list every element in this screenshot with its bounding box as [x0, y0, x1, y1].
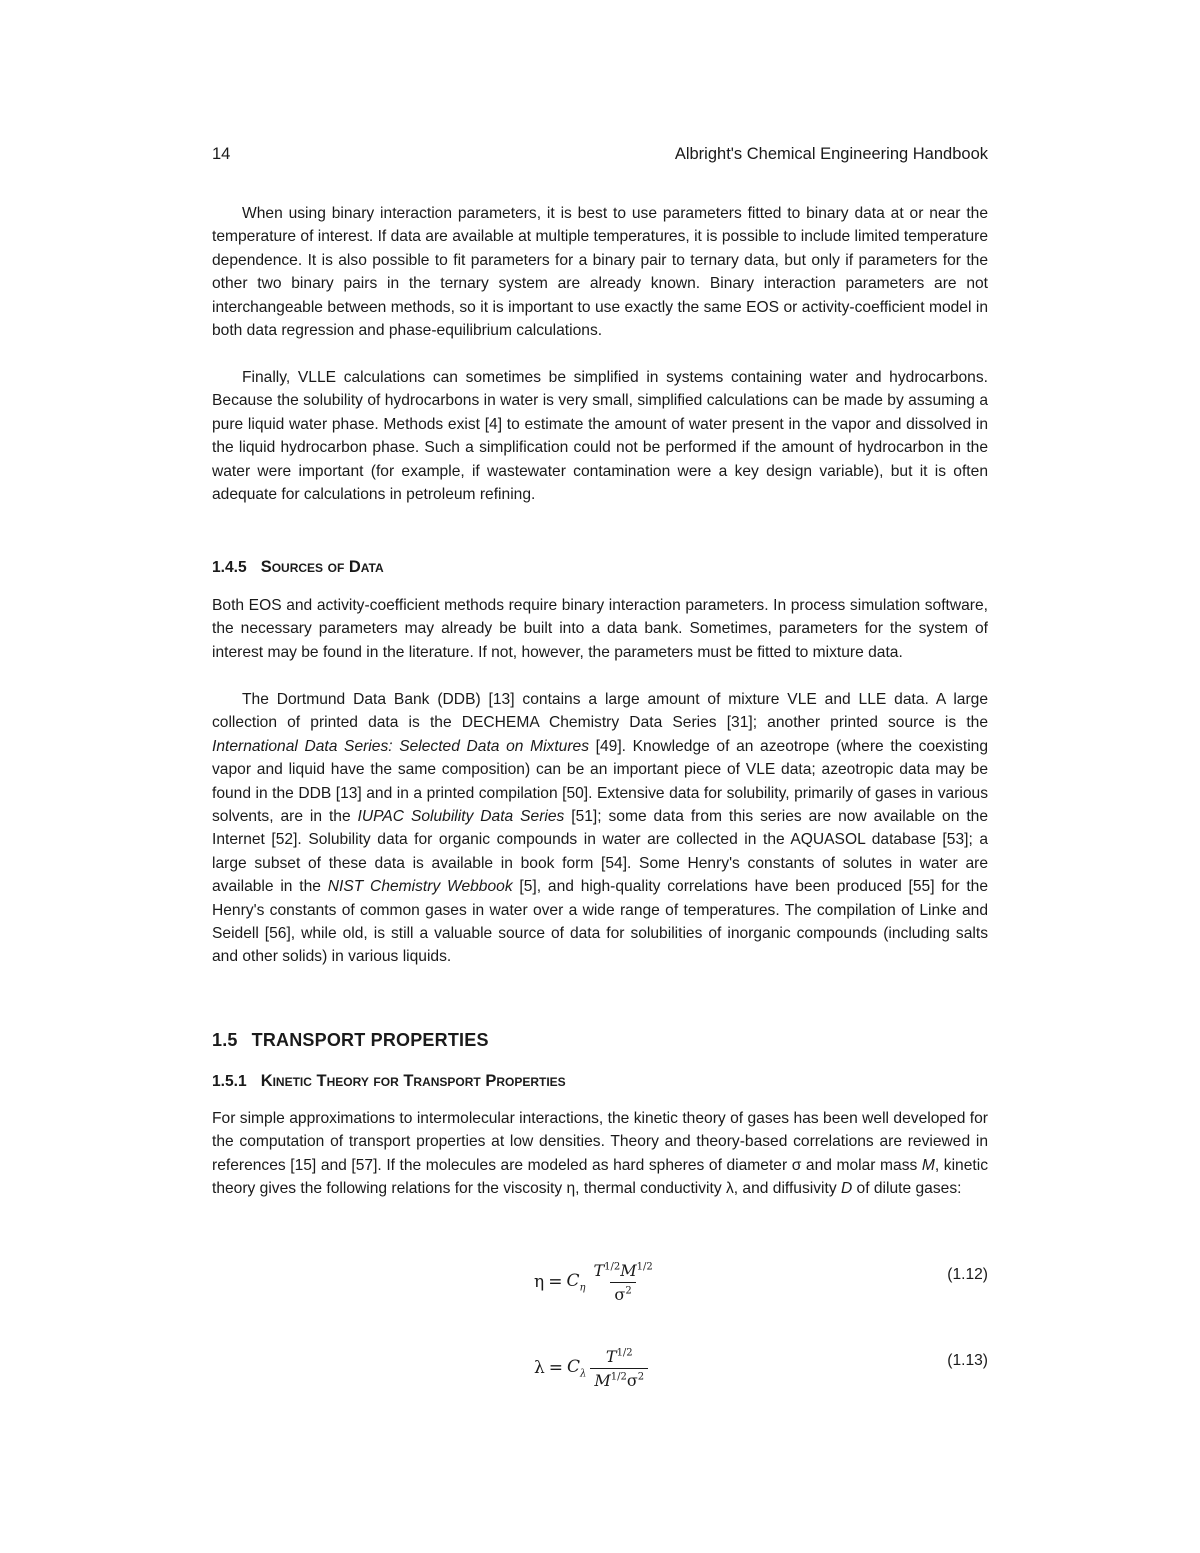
- eq-sigma: σ: [626, 1370, 638, 1390]
- section-number: 1.4.5: [212, 559, 247, 576]
- eq-numerator: [602, 1347, 637, 1368]
- section-heading-kinetic-theory: [212, 1070, 566, 1093]
- page-number: 14: [212, 145, 231, 163]
- eq-coef-sub: λ: [580, 1368, 587, 1380]
- section-title: Kinetic Theory for Transport Properties: [260, 1072, 566, 1090]
- text-run: The Dortmund Data Bank (DDB) [13] contains a large amount of mixture VLE and LLE data. A large collection of printed data is the DECHEMA Chemistry Data Series [31]; another printed source is the: [212, 691, 988, 732]
- eq-equals: =: [548, 1358, 564, 1378]
- eq-lhs: η: [534, 1272, 545, 1292]
- eq-coef-symbol: C: [566, 1270, 580, 1291]
- eq-T-exp: 1/2: [616, 1347, 633, 1359]
- text-run: , kinetic theory gives the following relations for the viscosity η, thermal conductivity λ, and diffusivity: [212, 1156, 988, 1198]
- eq-sigma-exp: 2: [625, 1285, 632, 1297]
- eq-fraction: [590, 1347, 648, 1390]
- section-heading-sources-of-data: [212, 556, 384, 579]
- eq-lhs: λ: [534, 1358, 545, 1378]
- paragraph-eos-parameters: [212, 594, 988, 664]
- equation-1-12: [212, 1252, 988, 1312]
- book-title: Albright's Chemical Engineering Handbook: [674, 145, 988, 163]
- section-title: Sources of Data: [260, 558, 384, 576]
- paragraph-data-banks: [212, 688, 988, 969]
- eq-sigma: σ: [614, 1284, 626, 1304]
- eq-denominator: [590, 1368, 648, 1390]
- section-title: TRANSPORT PROPERTIES: [251, 1030, 489, 1050]
- eq-M-exp: 1/2: [636, 1261, 653, 1273]
- eq-T: T: [593, 1260, 605, 1280]
- equation-body: [534, 1252, 657, 1312]
- italic-symbol: D: [840, 1180, 853, 1198]
- eq-T: T: [605, 1346, 617, 1366]
- italic-title: NIST Chemistry Webbook: [327, 878, 513, 896]
- equation-number: (1.13): [947, 1352, 988, 1369]
- paragraph-text: Finally, VLLE calculations can sometimes be simplified in systems containing water and hydrocarbons. Because the solubility of hydrocarbons in water is very small, simplified calculations can be made by assuming a pure liquid water phase. Methods exist [4] to estimate the amount of water present in the vapor and dissolved in the liquid hydrocarbon phase. Such a simplification could not be performed if the amount of hydrocarbon in the water were important (for example, if wastewater contamination were a key design variable), but it is often adequate for calculations in petroleum refining.: [212, 369, 988, 504]
- eq-coef-symbol: C: [567, 1356, 581, 1377]
- paragraph-text: Both EOS and activity-coefficient methods require binary interaction parameters. In process simulation software, the necessary parameters may already be built into a data bank. Sometimes, parameters for the system of interest may be found in the literature. If not, however, the parameters must be fitted to mixture data.: [212, 597, 988, 661]
- section-heading-transport-properties: [212, 1028, 489, 1052]
- text-run: For simple approximations to intermolecular interactions, the kinetic theory of gases has been well developed for the computation of transport properties at low densities. Theory and theory-based correlations are reviewed in references [15] and [57]. If the molecules are modeled as hard spheres of diameter σ and molar mass: [212, 1110, 988, 1174]
- section-number: 1.5: [212, 1030, 238, 1050]
- text-run: [51]; some data from this series are now available on the Internet [52]. Solubility data for organic compounds in water are collected in the AQUASOL database [53]; a large subset of these data is available in book form [54]. Some Henry's constants of solutes in water are available in the: [212, 808, 988, 896]
- equation-1-13: [212, 1338, 988, 1398]
- eq-denominator: [610, 1282, 635, 1304]
- eq-fraction: [589, 1261, 656, 1304]
- eq-M-exp: 1/2: [610, 1371, 627, 1383]
- italic-title: IUPAC Solubility Data Series: [357, 808, 565, 826]
- eq-M: M: [594, 1370, 611, 1390]
- eq-coef-sub: η: [579, 1282, 586, 1294]
- eq-sigma-exp: 2: [637, 1371, 645, 1383]
- text-run: of dilute gases:: [852, 1180, 962, 1198]
- eq-coefficient: [567, 1357, 586, 1379]
- text-run: [49]. Knowledge of an azeotrope (where the coexisting vapor and liquid have the same composition) can be an important piece of VLE data; azeotropic data may be found in the DDB [13] and in a printed compilation [50]. Extensive data for solubility, primarily of gases in various solvents, are in the: [212, 737, 988, 826]
- equation-number: (1.12): [947, 1266, 988, 1283]
- eq-T-exp: 1/2: [604, 1261, 621, 1273]
- paragraph-vlle: [212, 366, 988, 506]
- paragraph-binary-parameters: [212, 202, 988, 342]
- eq-M: M: [620, 1260, 637, 1280]
- paragraph-kinetic-theory: [212, 1107, 988, 1201]
- equation-body: [534, 1338, 648, 1398]
- eq-numerator: [589, 1261, 656, 1282]
- italic-title: International Data Series: Selected Data on Mixtures: [212, 737, 590, 755]
- eq-equals: =: [548, 1272, 563, 1292]
- paragraph-text: [212, 688, 988, 969]
- paragraph-text: When using binary interaction parameters, it is best to use parameters fitted to binary data at or near the temperature of interest. If data are available at multiple temperatures, it is possible to include limited temperature dependence. It is also possible to fit parameters for a binary pair to ternary data, but only if parameters for the other two binary pairs in the ternary system are already known. Binary interaction parameters are not interchangeable between methods, so it is important to use exactly the same EOS or activity-coefficient model in both data regression and phase-equilibrium calculations.: [212, 205, 988, 340]
- eq-coefficient: [566, 1271, 585, 1293]
- text-run: [5], and high-quality correlations have been produced [55] for the Henry's constants of common gases in water over a wide range of temperatures. The compilation of Linke and Seidell [56], while old, is still a valuable source of data for solubilities of inorganic compounds (including salts and other solids) in various liquids.: [212, 878, 989, 966]
- section-number: 1.5.1: [212, 1073, 247, 1090]
- running-header: [212, 143, 988, 165]
- italic-symbol: M: [921, 1156, 935, 1174]
- paragraph-text: [212, 1107, 988, 1201]
